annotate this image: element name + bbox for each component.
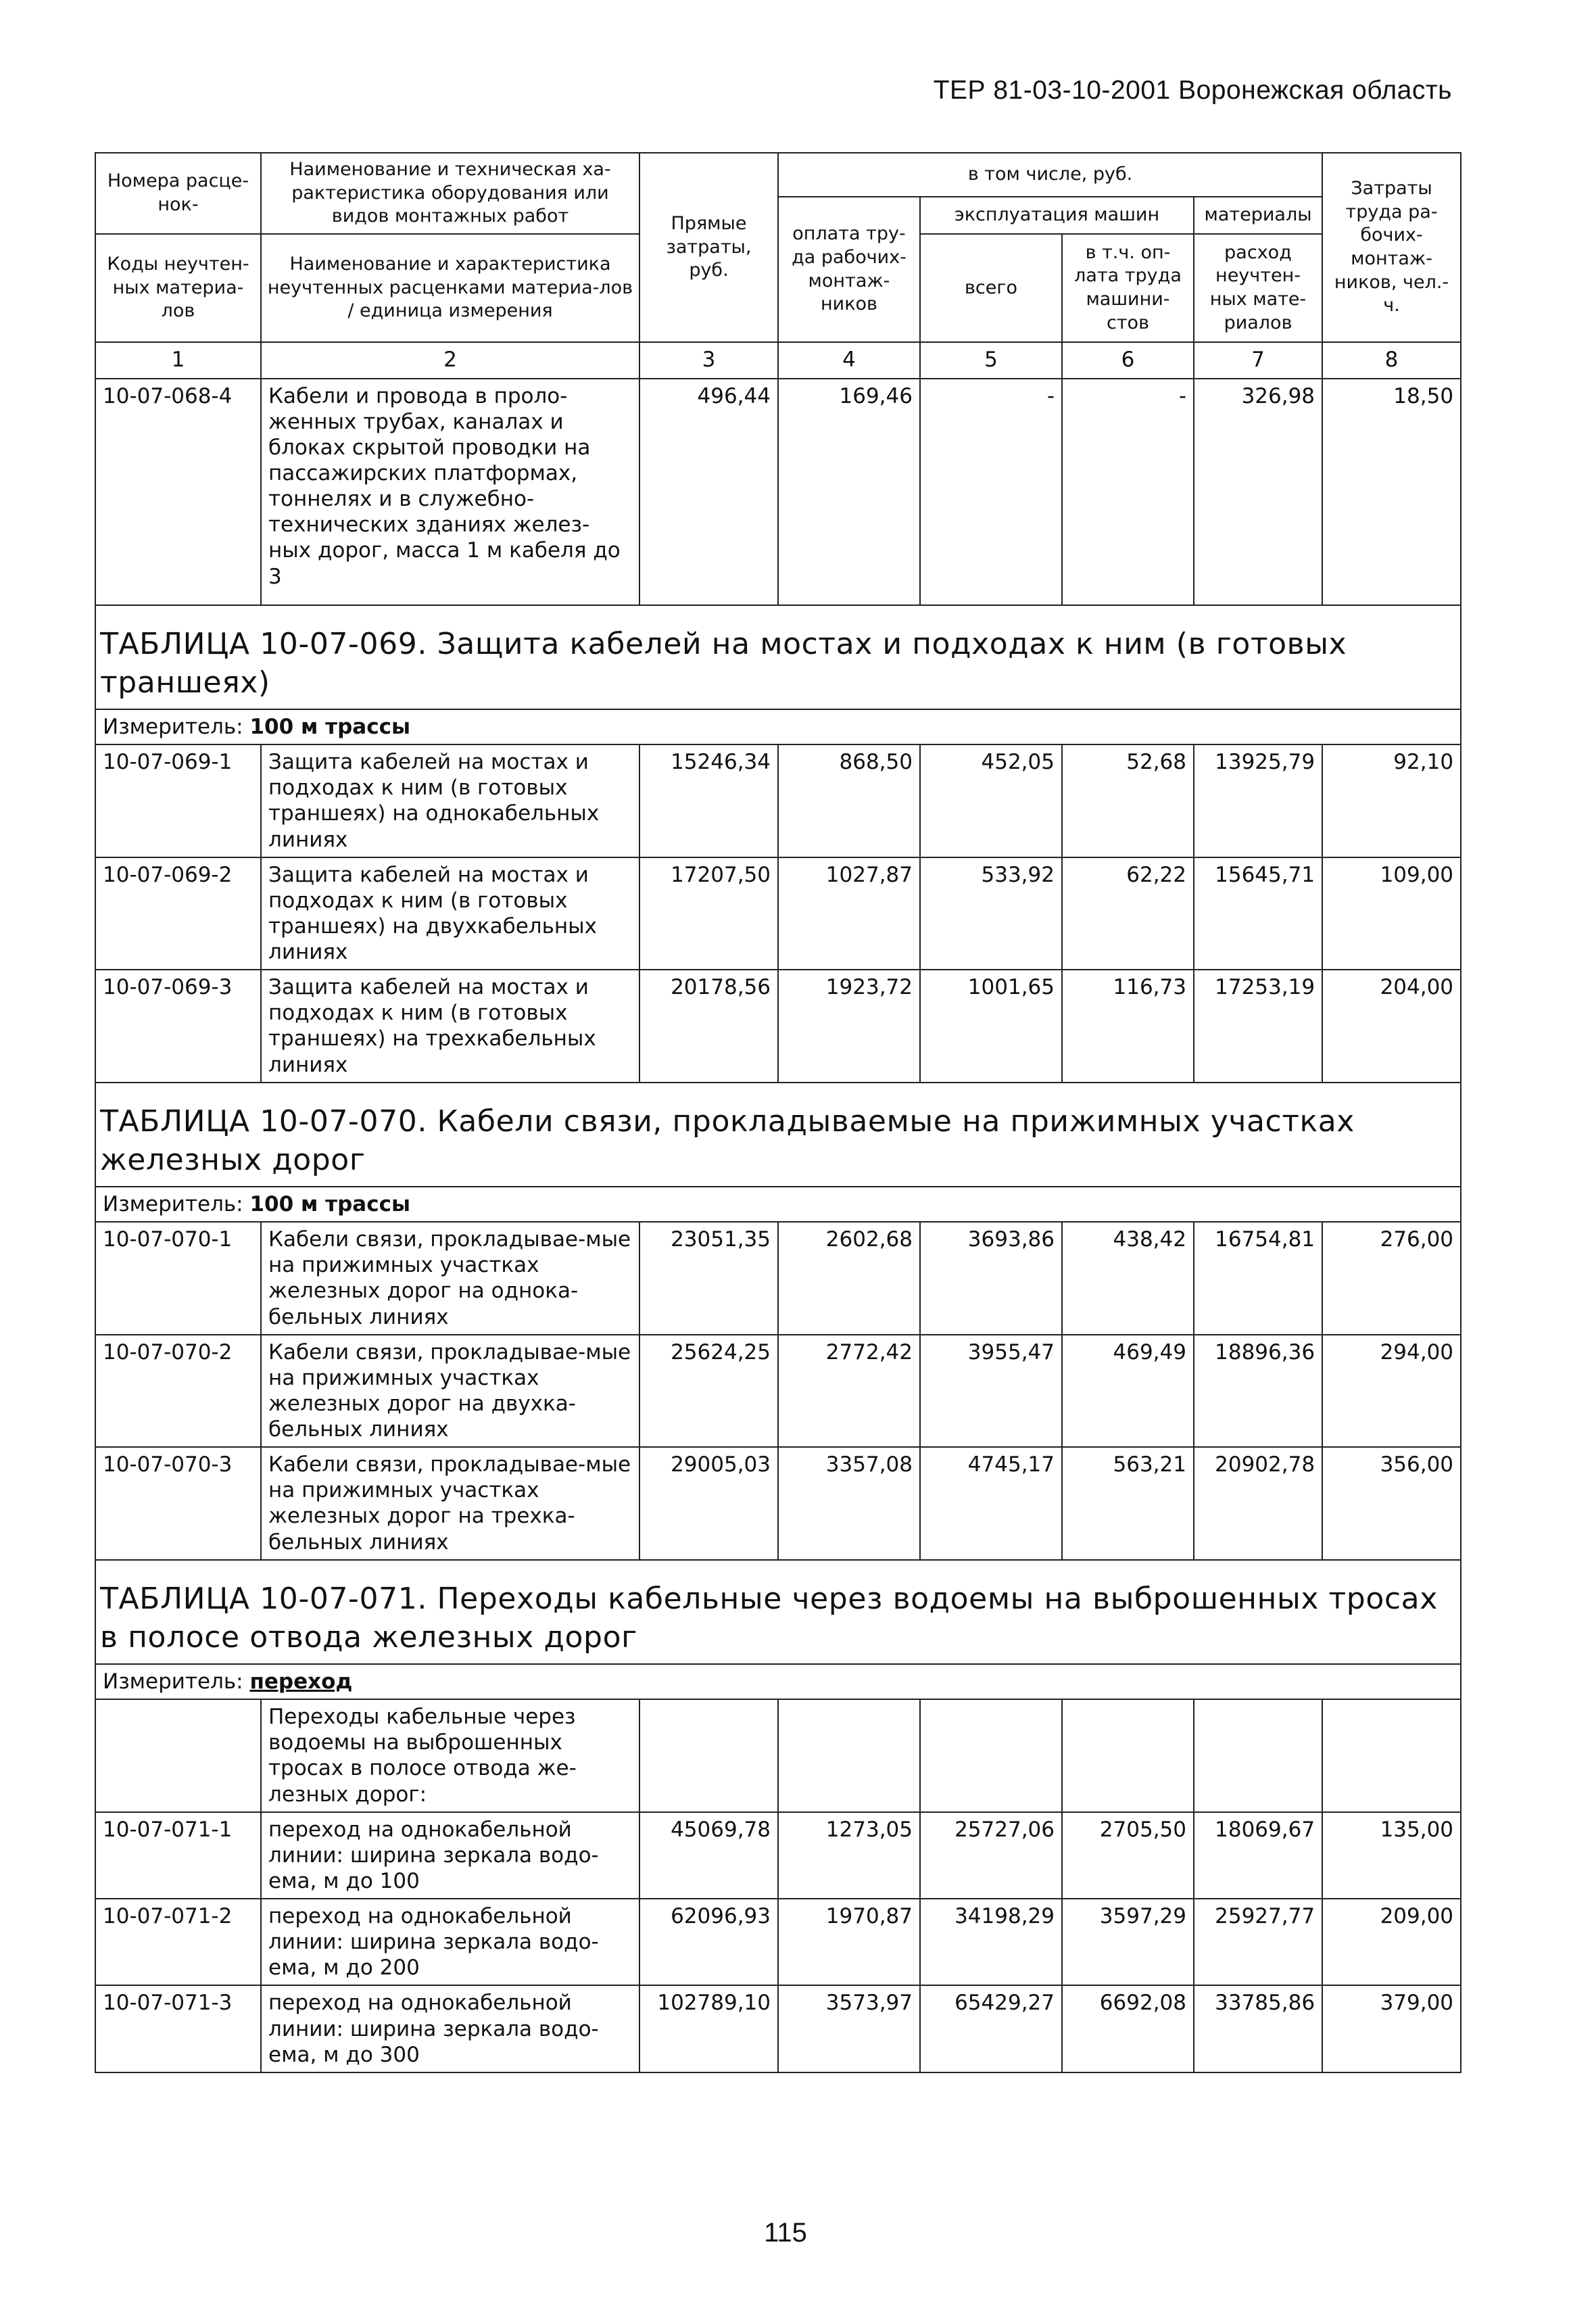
table-row xyxy=(95,1812,1461,1899)
rate-code: 10-07-069-1 xyxy=(95,744,261,857)
rate-code: 10-07-071-1 xyxy=(95,1812,261,1899)
materials: 33785,86 xyxy=(1194,1985,1322,2072)
machines-total-header: всего xyxy=(920,234,1062,342)
col1-bottom-header: Коды неучтен-ных материа-лов xyxy=(95,234,261,342)
direct-costs: 15246,34 xyxy=(639,744,778,857)
machines-header: эксплуатация машин xyxy=(920,197,1194,234)
col2-bottom-header: Наименование и характеристика неучтенных расценками материа-лов / единица измерения xyxy=(261,234,639,342)
machines-total: 25727,06 xyxy=(920,1812,1062,1899)
section-title-071: ТАБЛИЦА 10-07-071. Переходы кабельные через водоемы на выброшенных тросах в полосе отвода железных дорог xyxy=(95,1560,1461,1664)
labor-pay: 1923,72 xyxy=(778,970,920,1083)
labor-hours: 379,00 xyxy=(1322,1985,1461,2072)
table-header xyxy=(95,153,1461,379)
materials-sub-header: расход неучтен-ных мате-риалов xyxy=(1194,234,1322,342)
column-number: 4 xyxy=(778,342,920,379)
rate-code: 10-07-068-4 xyxy=(95,379,261,605)
section-title-069: ТАБЛИЦА 10-07-069. Защита кабелей на мостах и подходах к ним (в готовых траншеях) xyxy=(95,605,1461,709)
rate-name: Кабели связи, прокладывае-мые на прижимных участках железных дорог на однока-бельных линиях xyxy=(261,1222,639,1335)
labor-hours: 18,50 xyxy=(1322,379,1461,605)
group-name: Переходы кабельные через водоемы на выброшенных тросах в полосе отвода же-лезных дорог: xyxy=(261,1699,639,1812)
machines-labor: 3597,29 xyxy=(1062,1899,1194,1985)
rate-name: переход на однокабельной линии: ширина зеркала водо-ема, м до 100 xyxy=(261,1812,639,1899)
table-row xyxy=(95,1447,1461,1560)
direct-costs: 45069,78 xyxy=(639,1812,778,1899)
rate-code: 10-07-069-2 xyxy=(95,857,261,970)
measure-070 xyxy=(95,1187,1461,1222)
rate-code: 10-07-071-3 xyxy=(95,1985,261,2072)
machines-labor: 52,68 xyxy=(1062,744,1194,857)
labor-pay: 3357,08 xyxy=(778,1447,920,1560)
machines-total: 533,92 xyxy=(920,857,1062,970)
measure-071 xyxy=(95,1664,1461,1699)
section-title-070: ТАБЛИЦА 10-07-070. Кабели связи, прокладываемые на прижимных участках железных дорог xyxy=(95,1083,1461,1187)
machines-total: 1001,65 xyxy=(920,970,1062,1083)
machines-labor: 62,22 xyxy=(1062,857,1194,970)
materials: 18896,36 xyxy=(1194,1335,1322,1448)
machines-total: 452,05 xyxy=(920,744,1062,857)
labor-hours: 204,00 xyxy=(1322,970,1461,1083)
column-number: 7 xyxy=(1194,342,1322,379)
column-number: 1 xyxy=(95,342,261,379)
machines-total: 3955,47 xyxy=(920,1335,1062,1448)
materials: 20902,78 xyxy=(1194,1447,1322,1560)
table-row xyxy=(95,1699,1461,1812)
rate-name: Защита кабелей на мостах и подходах к ним (в готовых траншеях) на однокабельных линиях xyxy=(261,744,639,857)
materials: 16754,81 xyxy=(1194,1222,1322,1335)
column-number: 6 xyxy=(1062,342,1194,379)
machines-labor: 6692,08 xyxy=(1062,1985,1194,2072)
direct-costs: 102789,10 xyxy=(639,1985,778,2072)
materials: 18069,67 xyxy=(1194,1812,1322,1899)
machines-labor-header: в т.ч. оп-лата труда машини-стов xyxy=(1062,234,1194,342)
column-number: 8 xyxy=(1322,342,1461,379)
machines-total: 4745,17 xyxy=(920,1447,1062,1560)
materials: 15645,71 xyxy=(1194,857,1322,970)
machines-total: - xyxy=(920,379,1062,605)
labor-hours: 209,00 xyxy=(1322,1899,1461,1985)
direct-costs: 23051,35 xyxy=(639,1222,778,1335)
labor-hours: 276,00 xyxy=(1322,1222,1461,1335)
including-header: в том числе, руб. xyxy=(778,153,1322,197)
machines-labor: 469,49 xyxy=(1062,1335,1194,1448)
table-row xyxy=(95,857,1461,970)
labor-pay: 2772,42 xyxy=(778,1335,920,1448)
rate-code: 10-07-069-3 xyxy=(95,970,261,1083)
labor-hours: 294,00 xyxy=(1322,1335,1461,1448)
rate-name: Кабели и провода в проло-женных трубах, каналах и блоках скрытой проводки на пассажирских платформах, тоннелях и в служебно-технических зданиях желез-ных дорог, масса 1 м кабеля до 3 xyxy=(261,379,639,605)
measure-value: 100 м трассы xyxy=(249,715,410,740)
machines-labor: 2705,50 xyxy=(1062,1812,1194,1899)
labor-costs-header: Затраты труда ра-бочих-монтаж-ников, чел.-ч. xyxy=(1322,153,1461,342)
labor-pay: 868,50 xyxy=(778,744,920,857)
table-row xyxy=(95,1985,1461,2072)
column-numbers-row xyxy=(95,342,1461,379)
table-row xyxy=(95,970,1461,1083)
labor-pay-header: оплата тру-да рабочих-монтаж-ников xyxy=(778,197,920,342)
labor-pay: 169,46 xyxy=(778,379,920,605)
rate-code: 10-07-070-1 xyxy=(95,1222,261,1335)
labor-hours: 109,00 xyxy=(1322,857,1461,970)
table-row xyxy=(95,744,1461,857)
rate-name: Защита кабелей на мостах и подходах к ним (в готовых траншеях) на двухкабельных линиях xyxy=(261,857,639,970)
labor-hours: 356,00 xyxy=(1322,1447,1461,1560)
labor-pay: 3573,97 xyxy=(778,1985,920,2072)
rate-code: 10-07-070-3 xyxy=(95,1447,261,1560)
measure-value: переход xyxy=(249,1669,353,1694)
direct-costs: 496,44 xyxy=(639,379,778,605)
rate-code: 10-07-071-2 xyxy=(95,1899,261,1985)
direct-costs-header: Прямые затраты, руб. xyxy=(639,153,778,342)
rate-name: Кабели связи, прокладывае-мые на прижимных участках железных дорог на трехка-бельных линиях xyxy=(261,1447,639,1560)
labor-pay: 1027,87 xyxy=(778,857,920,970)
direct-costs: 29005,03 xyxy=(639,1447,778,1560)
labor-hours: 92,10 xyxy=(1322,744,1461,857)
machines-total: 34198,29 xyxy=(920,1899,1062,1985)
col1-top-header: Номера расце-нок- xyxy=(95,153,261,234)
measure-value: 100 м трассы xyxy=(249,1192,410,1217)
labor-pay: 1273,05 xyxy=(778,1812,920,1899)
column-number: 5 xyxy=(920,342,1062,379)
rate-name: переход на однокабельной линии: ширина зеркала водо-ема, м до 200 xyxy=(261,1899,639,1985)
machines-labor: - xyxy=(1062,379,1194,605)
col2-top-header: Наименование и техническая ха-рактеристика оборудования или видов монтажных работ xyxy=(261,153,639,234)
rate-name: переход на однокабельной линии: ширина зеркала водо-ема, м до 300 xyxy=(261,1985,639,2072)
direct-costs: 17207,50 xyxy=(639,857,778,970)
measure-label: Измеритель: xyxy=(103,1669,243,1694)
measure-label: Измеритель: xyxy=(103,1192,243,1217)
materials: 25927,77 xyxy=(1194,1899,1322,1985)
measure-069 xyxy=(95,709,1461,744)
table-row xyxy=(95,379,1461,605)
materials: 326,98 xyxy=(1194,379,1322,605)
machines-labor: 116,73 xyxy=(1062,970,1194,1083)
direct-costs: 62096,93 xyxy=(639,1899,778,1985)
materials: 17253,19 xyxy=(1194,970,1322,1083)
direct-costs: 20178,56 xyxy=(639,970,778,1083)
column-number: 2 xyxy=(261,342,639,379)
labor-pay: 1970,87 xyxy=(778,1899,920,1985)
materials: 13925,79 xyxy=(1194,744,1322,857)
machines-total: 65429,27 xyxy=(920,1985,1062,2072)
machines-labor: 563,21 xyxy=(1062,1447,1194,1560)
direct-costs: 25624,25 xyxy=(639,1335,778,1448)
rates-table xyxy=(95,152,1461,2073)
labor-hours: 135,00 xyxy=(1322,1812,1461,1899)
column-number: 3 xyxy=(639,342,778,379)
labor-pay: 2602,68 xyxy=(778,1222,920,1335)
page-number: 115 xyxy=(764,2218,807,2248)
rate-name: Кабели связи, прокладывае-мые на прижимных участках железных дорог на двухка-бельных линиях xyxy=(261,1335,639,1448)
table-row xyxy=(95,1899,1461,1985)
page-header: ТЕР 81-03-10-2001 Воронежская область xyxy=(933,76,1452,105)
machines-total: 3693,86 xyxy=(920,1222,1062,1335)
rate-code: 10-07-070-2 xyxy=(95,1335,261,1448)
materials-header: материалы xyxy=(1194,197,1322,234)
machines-labor: 438,42 xyxy=(1062,1222,1194,1335)
rate-name: Защита кабелей на мостах и подходах к ним (в готовых траншеях) на трехкабельных линиях xyxy=(261,970,639,1083)
measure-label: Измеритель: xyxy=(103,715,243,740)
table-row xyxy=(95,1335,1461,1448)
table-row xyxy=(95,1222,1461,1335)
